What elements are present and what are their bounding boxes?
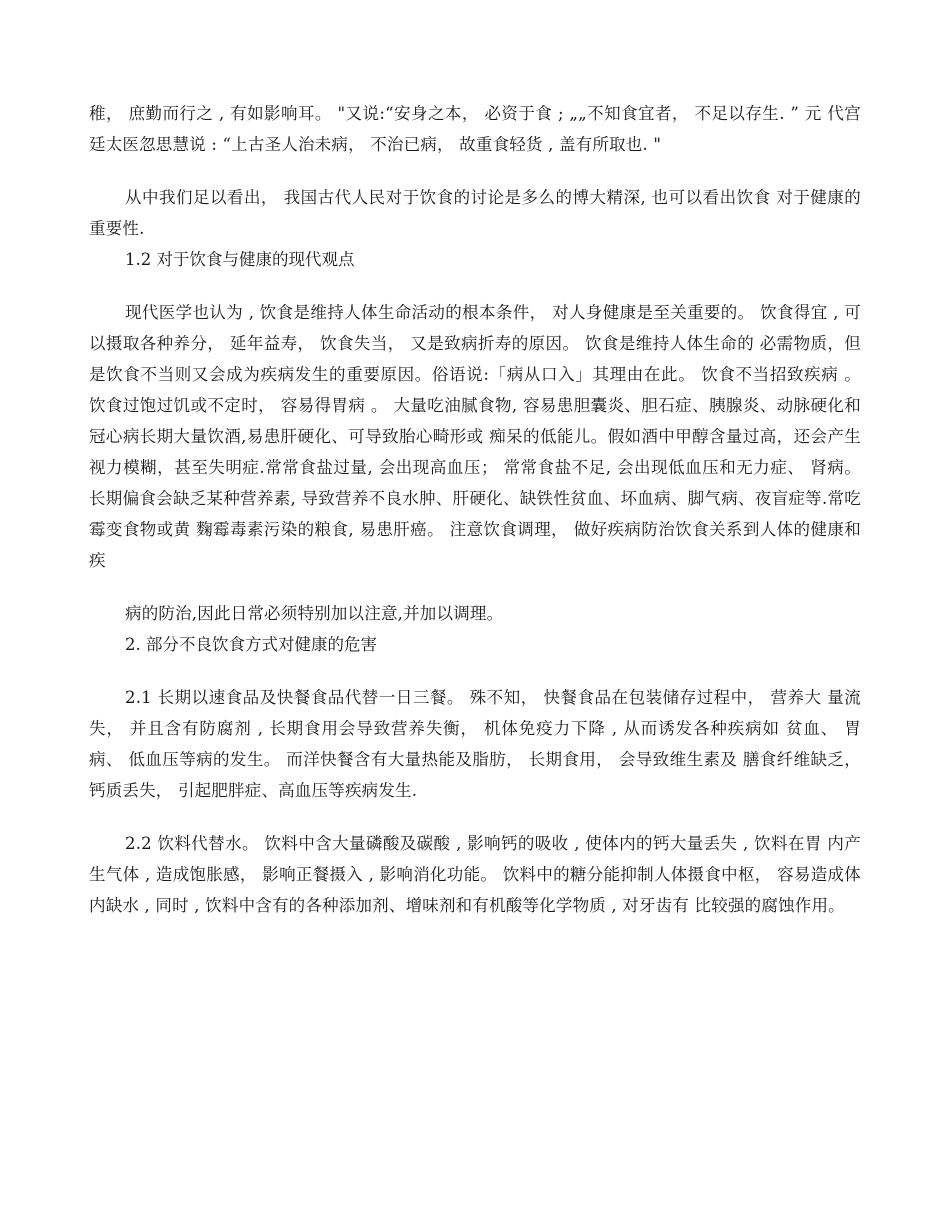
section-heading-2: 2. 部分不良饮食方式对健康的危害	[125, 635, 377, 654]
paragraph-modern-view: 现代医学也认为 , 饮食是维持人体生命活动的根本条件， 对人身健康是至关重要的。 饮食得宜 , 可以摄取各种养分， 延年益寿， 饮食失当， 又是致病折寿的原因。 饮食是维持人体生命的 必需物质，但是饮食不当则又会成为疾病发生的重要原因。俗语说:「病从口入」其理由在此。 饮食不当招致疾病 。 饮食过饱过饥或不定时， 容易得胃病 。 大量吃油腻食物, 容易患胆囊炎、胆石症、胰腺炎、动脉硬化和冠心病长期大量饮酒,易患肝硬化、可导致胎心畸形或 痴呆的低能儿。假如酒中甲醇含量过高，还会产生视力模糊，甚至失明症.常常食盐过量, 会出现高血压； 常常食盐不足, 会出现低血压和无力症、 肾病。 长期偏食会缺乏某种营养素, 导致营养不良水肿、肝硬化、缺铁性贫血、坏血病、脚气病、夜盲症等.常吃霉变食物或黄 麴霉毒素污染的粮食, 易患肝癌。 注意饮食调理， 做好疾病防治饮食关系到人体的健康和疾	[89, 303, 861, 570]
paragraph-conclusion: 从中我们足以看出， 我国古代人民对于饮食的讨论是多么的博大精深, 也可以看出饮食 对于健康的重要性.	[89, 188, 861, 238]
document-page	[89, 98, 861, 921]
section-heading-1-2: 1.2 对于饮食与健康的现代观点	[125, 250, 355, 269]
paragraph-prevention: 病的防治,因此日常必须特别加以注意,并加以调理。	[125, 604, 504, 623]
paragraph-quote-continuation: 稚， 庶勤而行之 , 有如影响耳。 "又说:“安身之本， 必资于食 ; „„不知食宜者， 不足以存生. ” 元 代宫廷太医忽思慧说 : “上古圣人治未病， 不治已病， 故重食轻货 , 盖有所取也. "	[89, 104, 861, 154]
paragraph-fast-food: 2.1 长期以速食品及快餐食品代替一日三餐。 殊不知， 快餐食品在包装储存过程中， 营养大 量流失， 并且含有防腐剂 , 长期食用会导致营养失衡， 机体免疫力下降 , 从而诱发各种疾病如 贫血、 胃病、 低血压等病的发生。 而洋快餐含有大量热能及脂肪， 长期食用， 会导致维生素及 膳食纤维缺乏， 钙质丢失， 引起肥胖症、高血压等疾病发生.	[89, 688, 861, 800]
paragraph-beverages: 2.2 饮料代替水。 饮料中含大量磷酸及碳酸 , 影响钙的吸收 , 使体内的钙大量丢失 , 饮料在胃 内产生气体 , 造成饱胀感， 影响正餐摄入 , 影响消化功能。 饮料中的糖分能抑制人体摄食中枢， 容易造成体内缺水 , 同时 , 饮料中含有的各种添加剂、增味剂和有机酸等化学物质 , 对牙齿有 比较强的腐蚀作用。	[89, 834, 861, 915]
